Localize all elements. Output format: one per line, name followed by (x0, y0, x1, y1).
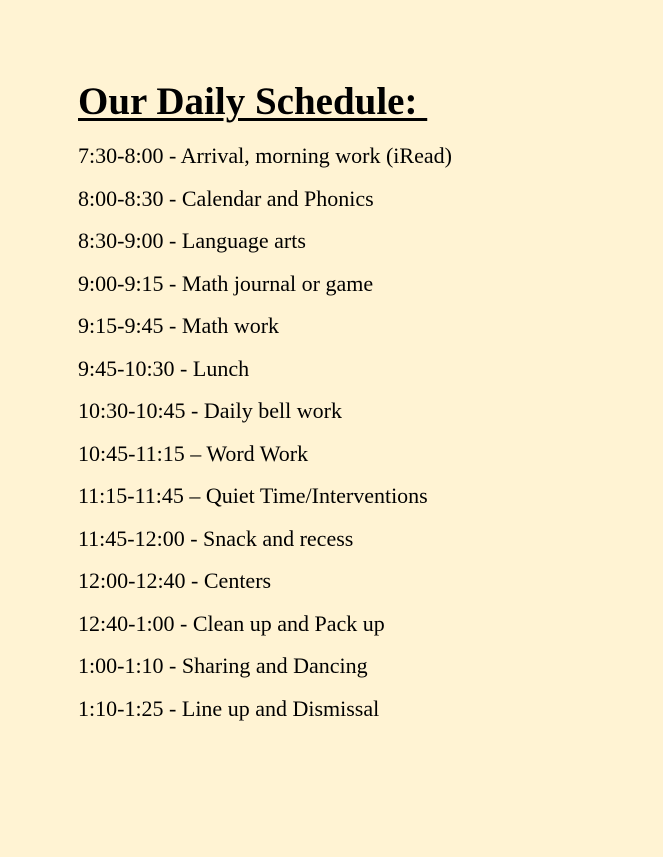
schedule-document (78, 80, 643, 730)
schedule-item: 11:15-11:45 – Quiet Time/Interventions (78, 483, 428, 508)
schedule-item: 11:45-12:00 - Snack and recess (78, 525, 354, 551)
schedule-item: 8:30-9:00 - Language arts (78, 228, 306, 253)
schedule-item: 8:00-8:30 - Calendar and Phonics (78, 185, 374, 211)
schedule-item: 12:40-1:00 - Clean up and Pack up (78, 610, 385, 636)
schedule-item: 9:15-9:45 - Math work (78, 313, 280, 338)
schedule-list (78, 135, 643, 730)
schedule-item: 10:30-10:45 - Daily bell work (78, 398, 342, 423)
schedule-item: 7:30-8:00 - Arrival, morning work (iRead) (78, 143, 452, 168)
schedule-item: 10:45-11:15 – Word Work (78, 440, 309, 466)
page-title: Our Daily Schedule: (78, 80, 428, 123)
schedule-item: 1:00-1:10 - Sharing and Dancing (78, 653, 368, 678)
schedule-item: 12:00-12:40 - Centers (78, 568, 272, 593)
schedule-item: 9:45-10:30 - Lunch (78, 355, 250, 381)
schedule-item: 1:10-1:25 - Line up and Dismissal (78, 695, 380, 721)
schedule-item: 9:00-9:15 - Math journal or game (78, 270, 374, 296)
